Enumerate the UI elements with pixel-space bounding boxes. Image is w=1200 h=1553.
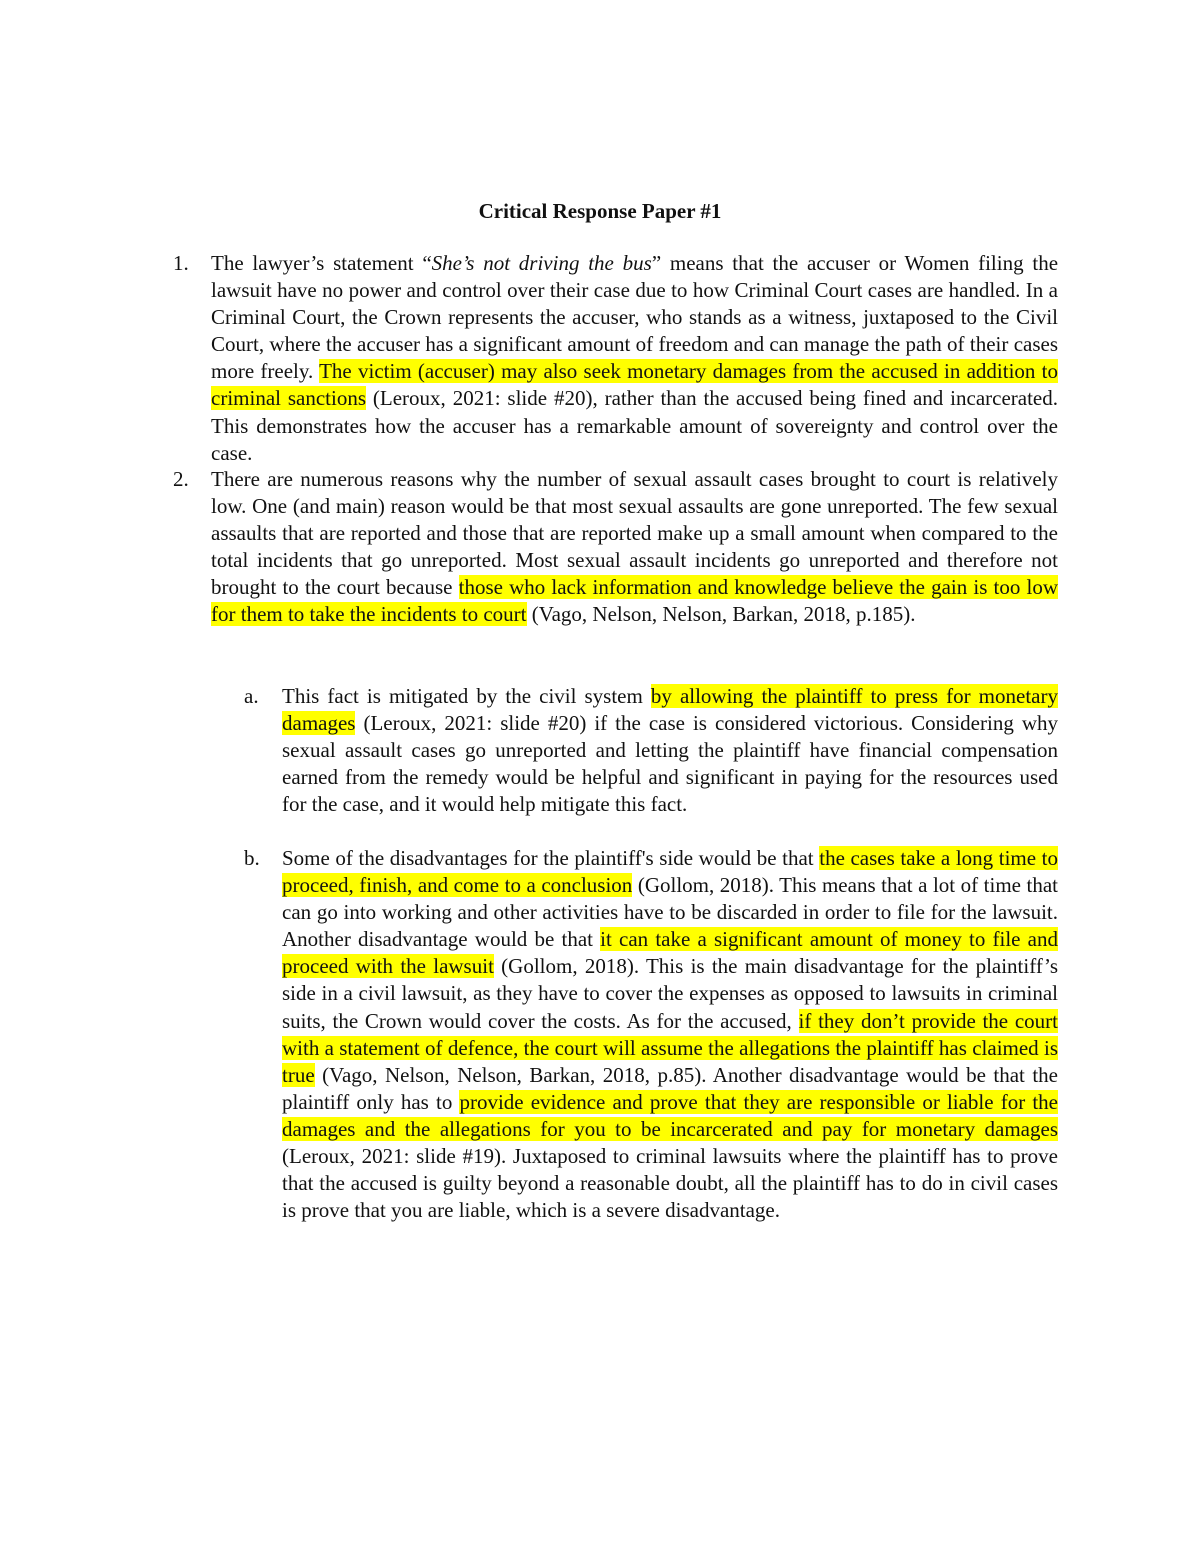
highlighted-text: the cases take a long time to proceed, finish, and come to a conclusion bbox=[282, 846, 1058, 898]
text-segment: (Leroux, 2021: slide #20) if the case is considered victorious. Considering why sexual assault cases go unreported and letting the plaintiff have financial compensation earned from the remedy would be helpful and significant in paying for the resources used for the case, and it would help mitigate this fact. bbox=[282, 711, 1058, 817]
text-segment: The lawyer’s statement “ bbox=[211, 251, 432, 275]
highlighted-text: if they don’t provide the court with a statement of defence, the court will assume the allegations the plaintiff has claimed is true bbox=[282, 1008, 1058, 1087]
sub-item-a bbox=[244, 683, 1058, 818]
text-segment: (Gollom, 2018). This is the main disadvantage for the plaintiff’s side in a civil lawsuit, as they have to cover the expenses as opposed to lawsuits in criminal suits, the Crown would cover the costs. As for the accused, bbox=[282, 954, 1058, 1033]
list-marker: 2. bbox=[173, 467, 189, 491]
list-marker: a. bbox=[244, 684, 259, 708]
highlighted-text: it can take a significant amount of money to file and proceed with the lawsuit bbox=[282, 927, 1058, 979]
text-segment: (Leroux, 2021: slide #20), rather than the accused being fined and incarcerated. This demonstrates how the accuser has a remarkable amount of sovereignty and control over the case. bbox=[211, 386, 1058, 465]
list-item-1 bbox=[173, 250, 1059, 467]
document-title: Critical Response Paper #1 bbox=[478, 199, 722, 223]
text-segment: (Leroux, 2021: slide #19). Juxtaposed to criminal lawsuits where the plaintiff has to prove that the accused is guilty beyond a reasonable doubt, all the plaintiff has to do in civil cases is prove that you are liable, which is a severe disadvantage. bbox=[282, 1144, 1058, 1223]
text-segment: ” means that the accuser or Women filing the lawsuit have no power and control over their case due to how Criminal Court cases are handled. In a Criminal Court, the Crown represents the accuser, who stands as a witness, juxtaposed to the Civil Court, where the accuser has a significant amount of freedom and can manage the path of their cases more freely. bbox=[211, 251, 1059, 384]
list-marker: b. bbox=[244, 846, 260, 870]
highlighted-text: by allowing the plaintiff to press for monetary damages bbox=[282, 684, 1058, 736]
text-segment: (Vago, Nelson, Nelson, Barkan, 2018, p.85). Another disadvantage would be that the plaintiff only has to bbox=[282, 1062, 1058, 1114]
list-marker: 1. bbox=[173, 251, 189, 275]
text-segment: (Gollom, 2018). This means that a lot of time that can go into working and other activities have to be discarded in order to file for the lawsuit. Another disadvantage would be that bbox=[282, 873, 1058, 952]
paragraph-text bbox=[211, 466, 1058, 629]
highlighted-text: provide evidence and prove that they are responsible or liable for the damages and the allegations for you to be incarcerated and pay for monetary damages bbox=[282, 1089, 1058, 1141]
list-item-2 bbox=[173, 466, 1058, 629]
quote-italic: She’s not driving the bus bbox=[431, 251, 652, 275]
paragraph-text bbox=[211, 250, 1058, 467]
paragraph-text bbox=[282, 683, 1058, 818]
sub-item-b bbox=[244, 845, 1058, 1224]
text-segment: Some of the disadvantages for the plaintiff's side would be that bbox=[282, 846, 820, 870]
paragraph-text bbox=[282, 845, 1058, 1224]
text-segment: (Vago, Nelson, Nelson, Barkan, 2018, p.185). bbox=[526, 602, 916, 627]
text-segment: This fact is mitigated by the civil system bbox=[282, 684, 651, 708]
text-segment: There are numerous reasons why the number of sexual assault cases brought to court is relatively low. One (and main) reason would be that most sexual assaults are gone unreported. The few sexual assaults that are reported and those that are reported make up a small amount when compared to the total incidents that go unreported. Most sexual assault incidents go unreported and therefore not brought to the court because bbox=[211, 467, 1058, 600]
highlighted-text: The victim (accuser) may also seek monetary damages from the accused in addition to criminal sanctions bbox=[211, 359, 1058, 411]
highlighted-text: those who lack information and knowledge believe the gain is too low for them to take the incidents to court bbox=[211, 575, 1058, 627]
